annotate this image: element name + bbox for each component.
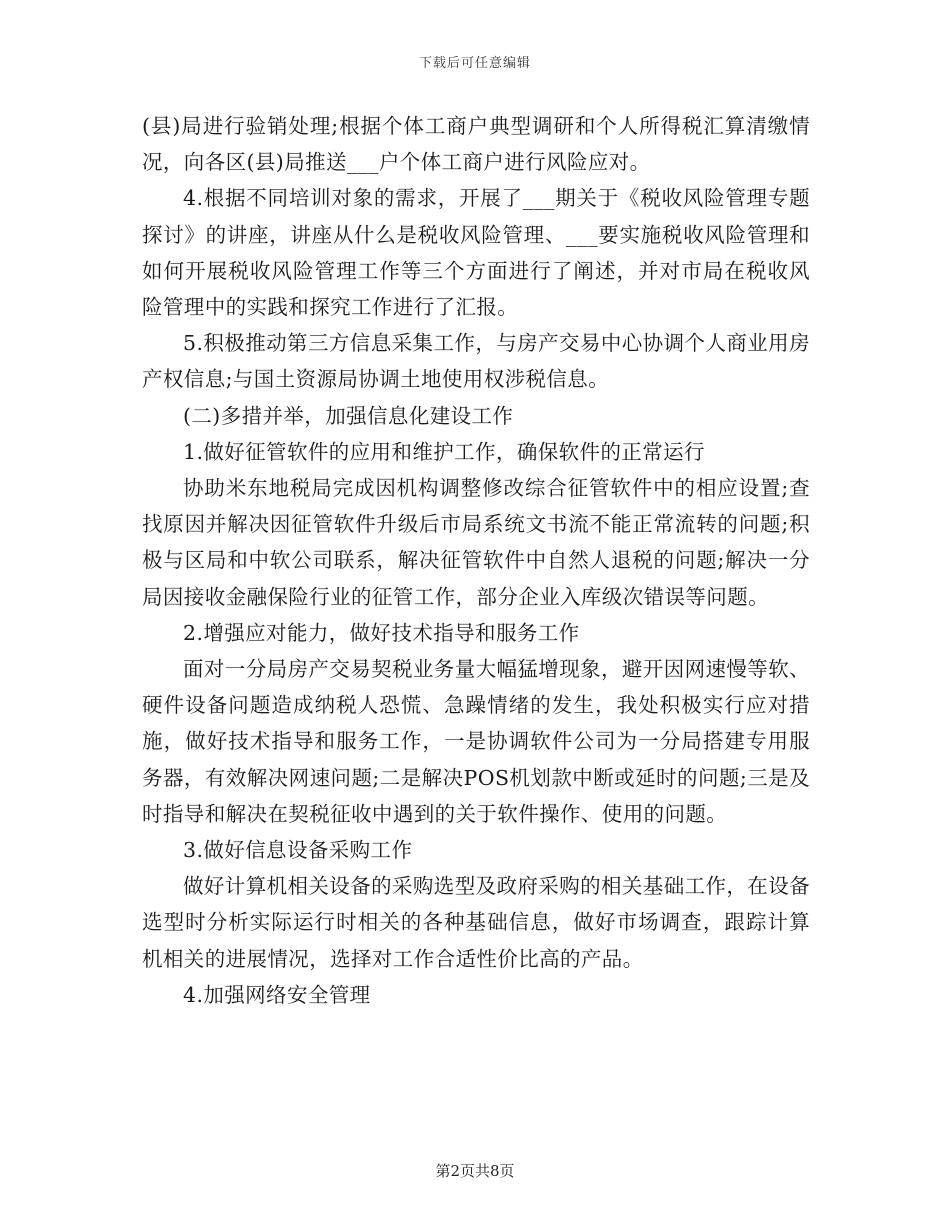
section-heading: (二)多措并举，加强信息化建设工作	[183, 403, 514, 428]
subsection-heading: 1.做好征管软件的应用和维护工作，确保软件的正常运行	[183, 439, 705, 464]
paragraph: 协助米东地税局完成因机构调整修改综合征管软件中的相应设置;查找原因并解决因征管软件升级后市局系统文书流不能正常流转的问题;积极与区局和中软公司联系，解决征管软件中自然人退税的问题;解决一分局因接收金融保险行业的征管工作，部分企业入库级次错误等问题。	[142, 476, 810, 609]
document-body	[142, 108, 810, 1013]
paragraph: 4.根据不同培训对象的需求，开展了___期关于《税收风险管理专题探讨》的讲座，讲座从什么是税收风险管理、___要实施税收风险管理和如何开展税收风险管理工作等三个方面进行了阐述，并对市局在税收风险管理中的实践和探究工作进行了汇报。	[142, 186, 810, 320]
subsection-heading: 2.增强应对能力，做好技术指导和服务工作	[183, 620, 580, 645]
page-header: 下载后可任意编辑	[418, 56, 531, 71]
subsection-heading: 3.做好信息设备采购工作	[183, 838, 413, 863]
paragraph: 5.积极推动第三方信息采集工作，与房产交易中心协调个人商业用房产权信息;与国土资源局协调土地使用权涉税信息。	[142, 331, 810, 392]
subsection-heading: 4.加强网络安全管理	[183, 982, 371, 1007]
paragraph: 面对一分局房产交易契税业务量大幅猛增现象，避开因网速慢等软、硬件设备问题造成纳税人恐慌、急躁情绪的发生，我处积极实行应对措施，做好技术指导和服务工作，一是协调软件公司为一分局搭建专用服务器，有效解决网速问题;二是解决POS机划款中断或延时的问题;三是及时指导和解决在契税征收中遇到的关于软件操作、使用的问题。	[142, 657, 810, 826]
page-number: 第2页共8页	[435, 1162, 515, 1180]
paragraph: 做好计算机相关设备的采购选型及政府采购的相关基础工作，在设备选型时分析实际运行时相关的各种基础信息，做好市场调查，跟踪计算机相关的进展情况，选择对工作合适性价比高的产品。	[142, 874, 810, 971]
paragraph: (县)局进行验销处理;根据个体工商户典型调研和个人所得税汇算清缴情况，向各区(县)局推送___户个体工商户进行风险应对。	[142, 114, 810, 175]
